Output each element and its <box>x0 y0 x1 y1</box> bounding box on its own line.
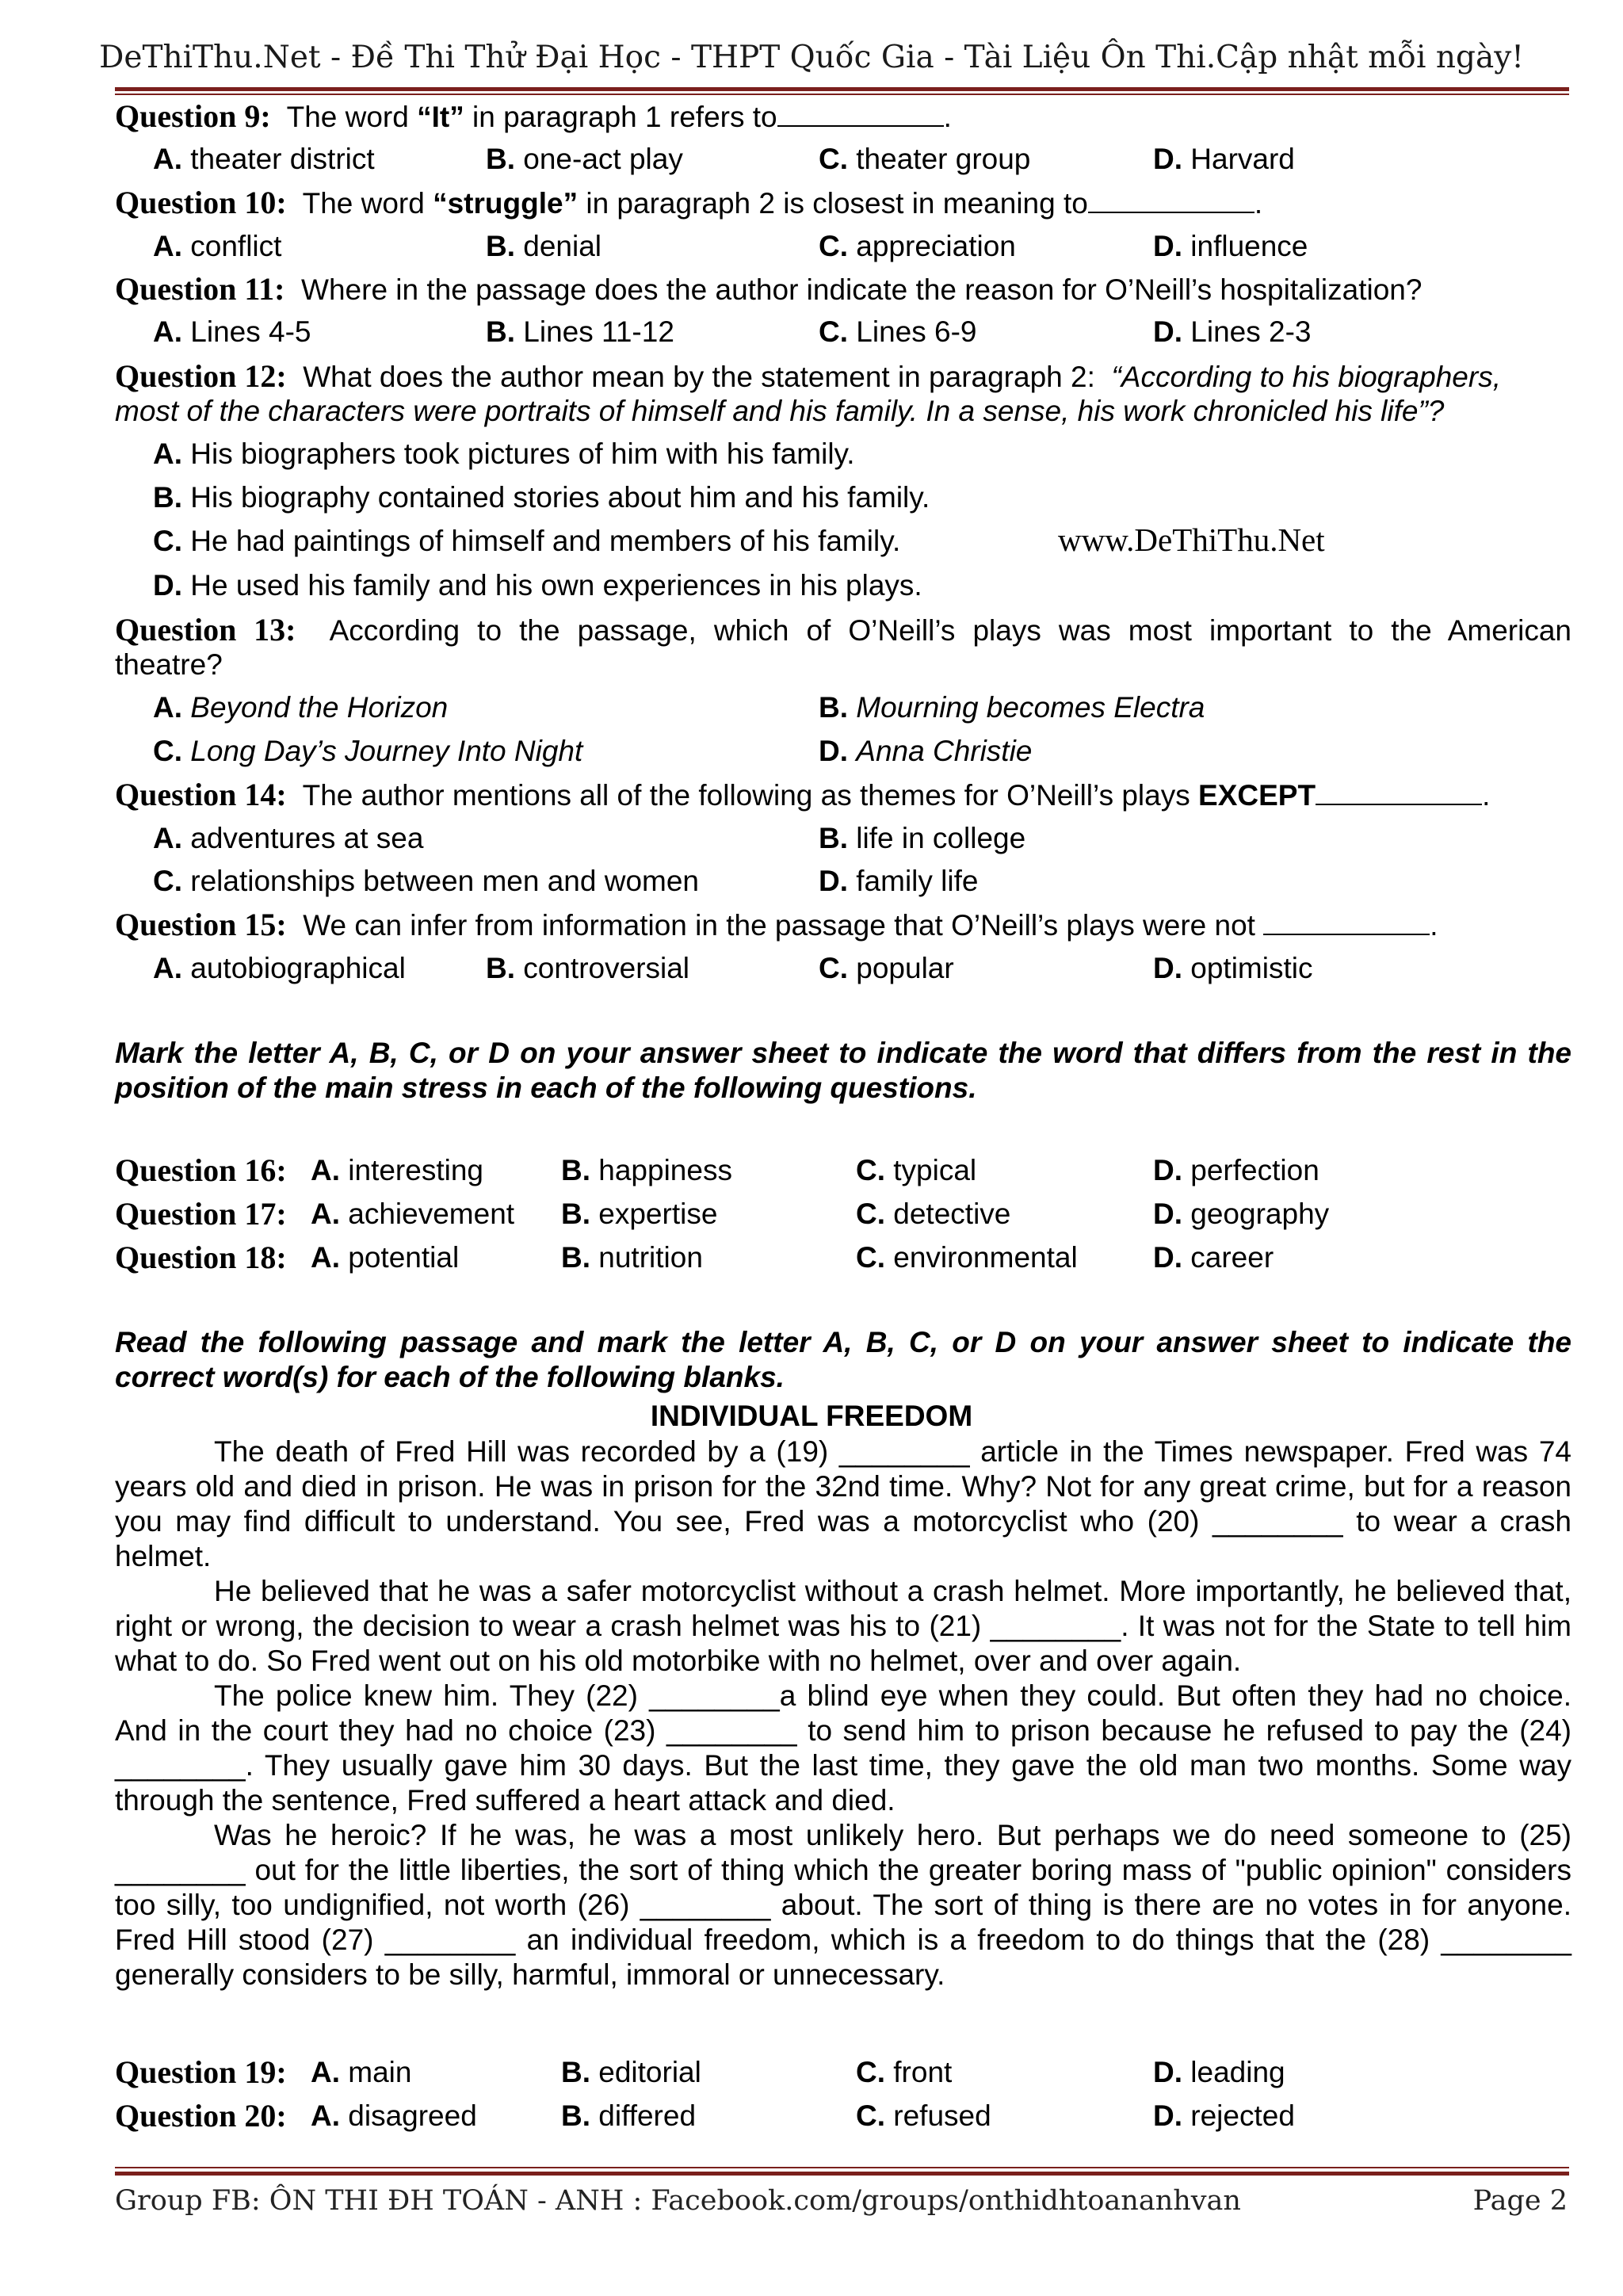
passage-body <box>115 1435 1571 1992</box>
question-17-label <box>115 1196 287 1233</box>
option-letter: D. <box>819 735 848 767</box>
option-letter: C. <box>819 143 848 175</box>
question-label: Question 19: <box>115 2054 287 2090</box>
question-text: According to the passage, which of O’Neill’s plays was most important to the American <box>329 614 1571 647</box>
question-14 <box>115 777 1490 814</box>
option-text: Lines 2-3 <box>1190 315 1312 348</box>
option-letter: C. <box>819 952 848 984</box>
question-label: Question 18: <box>115 1240 287 1275</box>
option-a[interactable] <box>153 820 423 857</box>
passage-paragraph: The death of Fred Hill was recorded by a (19) ________ article in the Times newspaper. Fred was 74 years old and died in prison. He was in prison for the 32nd time. Why? Not for any great crime, but for a reason you may find difficult to understand. You see, Fred was a motorcyclist who (20) ________ to wear a crash helmet. <box>115 1435 1571 1572</box>
option-a[interactable] <box>153 228 281 265</box>
option-letter: C. <box>819 230 848 262</box>
option-text: Lines 4-5 <box>190 315 311 348</box>
option-a[interactable] <box>311 2054 411 2091</box>
option-letter: A. <box>311 1241 340 1274</box>
option-letter: B. <box>819 691 848 724</box>
passage-paragraph: The police knew him. They (22) ________a blind eye when they could. But often they had no choice. And in the court they had no choice (23) ________ to send him to prison because he refused to pay the (24) ________. They usually gave him 30 days. But the last time, they gave the old man two months. Some way through the sentence, Fred suffered a heart attack and died. <box>115 1679 1571 1817</box>
option-text: detective <box>893 1198 1011 1230</box>
option-letter: B. <box>486 230 515 262</box>
question-label: Question 14: <box>115 777 287 812</box>
question-label: Question 11: <box>115 271 285 307</box>
option-letter: A. <box>153 691 182 724</box>
option-text: His biographers took pictures of him with his family. <box>190 437 855 470</box>
option-letter: D. <box>1153 1154 1182 1186</box>
option-letter: D. <box>1153 230 1182 262</box>
option-text: Mourning becomes Electra <box>856 691 1205 724</box>
option-text: nutrition <box>598 1241 703 1274</box>
footer-group-link[interactable]: Group FB: ÔN THI ĐH TOÁN - ANH : Facebook.com/groups/onthidhtoananhvan <box>115 2185 1241 2217</box>
section-instruction: Read the following passage and mark the letter A, B, C, or D on your answer sheet to indicate the correct word(s) for each of the following blanks. <box>115 1326 1571 1393</box>
question-text: in paragraph 2 is closest in meaning to <box>578 187 1088 220</box>
option-c[interactable] <box>856 2054 952 2091</box>
option-d[interactable] <box>1153 1240 1274 1276</box>
passage-paragraph: He believed that he was a safer motorcyclist without a crash helmet. More importantly, he believed that, right or wrong, the decision to wear a crash helmet was his to (21) ________. It was not for the State to tell him what to do. So Fred went out on his old motorbike with no helmet, over and over again. <box>115 1575 1571 1677</box>
option-letter: A. <box>153 230 182 262</box>
option-text: environmental <box>893 1241 1078 1274</box>
option-text: theater group <box>856 143 1031 175</box>
option-text: popular <box>856 952 954 984</box>
option-text: leading <box>1190 2056 1285 2088</box>
option-text: rejected <box>1190 2099 1295 2132</box>
option-d[interactable] <box>1153 1196 1329 1232</box>
option-letter: D. <box>1153 1198 1182 1230</box>
option-b[interactable] <box>486 314 674 350</box>
option-text: optimistic <box>1190 952 1313 984</box>
option-b[interactable] <box>561 1240 703 1276</box>
watermark: www.DeThiThu.Net <box>1058 521 1325 558</box>
punctuation: . <box>1430 909 1438 942</box>
option-text: disagreed <box>348 2099 477 2132</box>
option-letter: B. <box>153 481 182 514</box>
question-18-label <box>115 1240 287 1277</box>
option-c[interactable] <box>819 950 954 987</box>
option-b[interactable] <box>561 1152 732 1189</box>
option-letter: C. <box>856 2099 885 2132</box>
answer-blank <box>1263 910 1430 935</box>
option-text: editorial <box>598 2056 701 2088</box>
option-text: happiness <box>598 1154 732 1186</box>
question-text: What does the author mean by the statement in paragraph 2: <box>303 361 1095 393</box>
option-text: His biography contained stories about him and his family. <box>190 481 930 514</box>
option-letter: D. <box>1153 2099 1182 2132</box>
keyword: “struggle” <box>433 187 579 220</box>
question-text: The author mentions all of the following as themes for O’Neill’s plays <box>302 779 1199 812</box>
question-11 <box>115 271 1422 308</box>
question-15 <box>115 907 1438 944</box>
question-label: Question 20: <box>115 2098 287 2134</box>
punctuation: . <box>943 101 952 133</box>
option-c[interactable] <box>856 1152 976 1189</box>
option-b[interactable] <box>819 690 1205 726</box>
question-9 <box>115 98 952 136</box>
question-10 <box>115 185 1262 222</box>
footer-rule-thin <box>115 2167 1569 2168</box>
option-text: interesting <box>348 1154 483 1186</box>
option-c[interactable] <box>856 2098 991 2134</box>
option-text: perfection <box>1190 1154 1319 1186</box>
option-text: main <box>348 2056 412 2088</box>
option-letter: D. <box>153 569 182 602</box>
option-text: refused <box>893 2099 991 2132</box>
option-letter: C. <box>819 315 848 348</box>
option-text: conflict <box>190 230 282 262</box>
option-d[interactable] <box>1153 141 1295 178</box>
option-letter: B. <box>486 143 515 175</box>
option-letter: B. <box>819 822 848 854</box>
option-text: He used his family and his own experiences in his plays. <box>190 569 922 602</box>
option-text: denial <box>523 230 602 262</box>
page-header: DeThiThu.Net - Đề Thi Thử Đại Học - THPT Quốc Gia - Tài Liệu Ôn Thi.Cập nhật mỗi ngày! <box>99 40 1524 75</box>
option-letter: B. <box>561 2099 590 2132</box>
option-text: Anna Christie <box>856 735 1033 767</box>
option-d[interactable] <box>153 567 922 604</box>
option-b[interactable] <box>561 2098 696 2134</box>
option-text: Long Day’s Journey Into Night <box>190 735 583 767</box>
option-d[interactable] <box>1153 2054 1285 2091</box>
option-a[interactable] <box>311 1240 459 1276</box>
option-text: potential <box>348 1241 460 1274</box>
option-letter: B. <box>561 2056 590 2088</box>
option-c[interactable] <box>153 863 699 900</box>
option-a[interactable] <box>153 141 375 178</box>
question-label: Question 13: <box>115 612 296 648</box>
option-text: appreciation <box>856 230 1016 262</box>
section-instruction: Mark the letter A, B, C, or D on your answer sheet to indicate the word that differs from the rest in the position of the main stress in each of the following questions. <box>115 1037 1571 1104</box>
option-letter: B. <box>486 952 515 984</box>
option-text: Lines 6-9 <box>856 315 977 348</box>
option-text: one-act play <box>523 143 683 175</box>
question-text: Where in the passage does the author indicate the reason for O’Neill’s hospitalization? <box>301 273 1423 306</box>
option-d[interactable] <box>819 863 978 900</box>
question-text: in paragraph 1 refers to <box>464 101 777 133</box>
option-letter: C. <box>153 865 182 897</box>
option-letter: B. <box>561 1198 590 1230</box>
option-letter: A. <box>311 1154 340 1186</box>
option-letter: A. <box>311 2056 340 2088</box>
question-20-label <box>115 2098 287 2135</box>
question-16-label <box>115 1152 287 1190</box>
option-letter: A. <box>153 952 182 984</box>
keyword: EXCEPT <box>1198 779 1316 812</box>
option-d[interactable] <box>1153 950 1312 987</box>
answer-blank <box>777 101 944 127</box>
question-label: Question 10: <box>115 185 287 220</box>
option-a[interactable] <box>153 436 855 472</box>
keyword: “It” <box>417 101 464 133</box>
option-letter: A. <box>311 2099 340 2132</box>
option-c[interactable] <box>153 733 582 770</box>
option-c[interactable] <box>819 228 1016 265</box>
option-letter: B. <box>561 1154 590 1186</box>
question-text: The word <box>302 187 433 220</box>
option-text: expertise <box>598 1198 718 1230</box>
question-19-label <box>115 2054 287 2092</box>
answer-blank <box>1316 780 1482 805</box>
option-letter: A. <box>153 315 182 348</box>
option-c[interactable] <box>819 141 1030 178</box>
option-text: autobiographical <box>190 952 406 984</box>
option-text: front <box>893 2056 953 2088</box>
header-rule-thin <box>115 94 1569 95</box>
option-d[interactable] <box>1153 2098 1295 2134</box>
question-label: Question 15: <box>115 907 287 942</box>
option-letter: C. <box>153 735 182 767</box>
option-letter: C. <box>856 1198 885 1230</box>
question-text: The word <box>286 101 418 133</box>
question-13 <box>115 612 1571 649</box>
option-c[interactable] <box>819 314 977 350</box>
option-letter: A. <box>311 1198 340 1230</box>
option-b[interactable] <box>486 950 689 987</box>
option-d[interactable] <box>819 733 1032 770</box>
question-label: Question 9: <box>115 98 271 134</box>
option-text: differed <box>598 2099 697 2132</box>
option-letter: B. <box>561 1241 590 1274</box>
quoted-statement: “According to his biographers, <box>1111 361 1501 393</box>
option-text: influence <box>1190 230 1308 262</box>
option-text: He had paintings of himself and members of his family. <box>190 525 901 557</box>
option-b[interactable] <box>561 2054 701 2091</box>
footer-rule <box>115 2172 1569 2176</box>
option-a[interactable] <box>153 314 311 350</box>
option-letter: D. <box>1153 2056 1182 2088</box>
option-text: Beyond the Horizon <box>190 691 449 724</box>
option-text: typical <box>893 1154 977 1186</box>
option-letter: C. <box>856 1241 885 1274</box>
option-b[interactable] <box>486 141 683 178</box>
question-label: Question 17: <box>115 1196 287 1232</box>
option-b[interactable] <box>561 1196 717 1232</box>
option-text: career <box>1190 1241 1274 1274</box>
option-text: Harvard <box>1190 143 1295 175</box>
option-c[interactable] <box>153 523 900 560</box>
option-a[interactable] <box>311 1196 514 1232</box>
question-label: Question 16: <box>115 1152 287 1188</box>
passage-title: INDIVIDUAL FREEDOM <box>650 1400 973 1432</box>
option-letter: C. <box>856 1154 885 1186</box>
option-text: relationships between men and women <box>190 865 699 897</box>
option-c[interactable] <box>856 1240 1078 1276</box>
option-text: geography <box>1190 1198 1330 1230</box>
option-d[interactable] <box>1153 228 1308 265</box>
option-b[interactable] <box>486 228 601 265</box>
option-a[interactable] <box>311 2098 477 2134</box>
option-d[interactable] <box>1153 314 1312 350</box>
punctuation: . <box>1254 187 1263 220</box>
option-text: life in college <box>856 822 1026 854</box>
option-letter: D. <box>1153 143 1182 175</box>
question-13-cont: theatre? <box>115 648 223 681</box>
option-letter: C. <box>153 525 182 557</box>
question-label: Question 12: <box>115 358 287 394</box>
question-12-quote: most of the characters were portraits of himself and his family. In a sense, his work chronicled his life”? <box>115 395 1445 427</box>
question-12 <box>115 358 1501 395</box>
option-c[interactable] <box>856 1196 1010 1232</box>
punctuation: . <box>1482 779 1491 812</box>
option-b[interactable] <box>819 820 1025 857</box>
option-text: Lines 11-12 <box>523 315 674 348</box>
question-text: We can infer from information in the passage that O’Neill’s plays were not <box>303 909 1264 942</box>
answer-blank <box>1088 188 1254 213</box>
option-letter: A. <box>153 822 182 854</box>
option-a[interactable] <box>311 1152 483 1189</box>
option-letter: D. <box>819 865 848 897</box>
option-letter: A. <box>153 143 182 175</box>
option-a[interactable] <box>153 690 448 726</box>
option-d[interactable] <box>1153 1152 1319 1189</box>
option-letter: C. <box>856 2056 885 2088</box>
option-text: controversial <box>523 952 690 984</box>
option-text: theater district <box>190 143 375 175</box>
option-a[interactable] <box>153 950 406 987</box>
option-letter: B. <box>486 315 515 348</box>
page-number: Page 2 <box>1472 2185 1568 2217</box>
option-text: adventures at sea <box>190 822 424 854</box>
option-letter: D. <box>1153 952 1182 984</box>
option-letter: A. <box>153 437 182 470</box>
option-letter: D. <box>1153 315 1182 348</box>
header-rule <box>115 87 1569 91</box>
passage-paragraph: Was he heroic? If he was, he was a most unlikely hero. But perhaps we do need someone to (25) ________ out for the little liberties, the sort of thing which the greater boring mass of "public opinion" considers too silly, too undignified, not worth (26) ________ about. The sort of thing is there are no votes in for anyone. Fred Hill stood (27) ________ an individual freedom, which is a freedom to do things that the (28) ________ generally considers to be silly, harmful, immoral or unnecessary. <box>115 1819 1571 1991</box>
option-text: achievement <box>348 1198 515 1230</box>
option-b[interactable] <box>153 479 930 516</box>
option-text: family life <box>856 865 979 897</box>
option-letter: D. <box>1153 1241 1182 1274</box>
